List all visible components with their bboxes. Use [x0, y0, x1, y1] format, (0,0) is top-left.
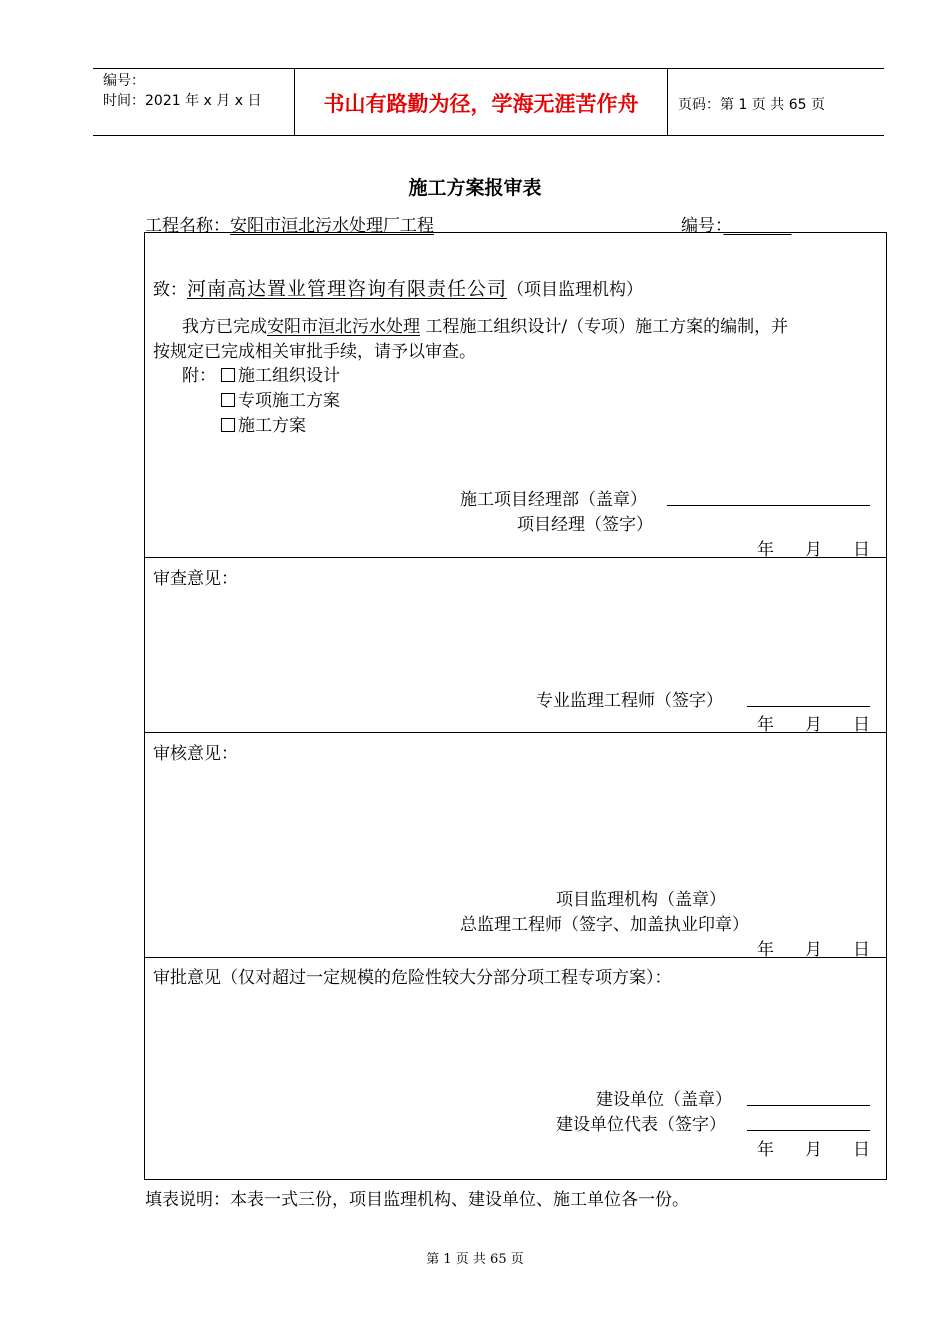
owner-seal-label: 建设单位（盖章） — [596, 1090, 732, 1110]
audit-opinion-label: 审核意见： — [153, 744, 238, 764]
checkbox-icon[interactable] — [221, 368, 235, 382]
date-month: 月 — [805, 540, 822, 560]
addressee-row — [153, 274, 643, 301]
header-serial-label: 编号： — [103, 73, 145, 89]
date-month: 月 — [805, 1140, 822, 1160]
page-footer: 第 1 页 共 65 页 — [426, 1252, 524, 1267]
project-manager-sign-label: 项目经理（签字） — [517, 515, 653, 535]
attachment-item[interactable] — [221, 386, 340, 411]
attachment-item-label: 施工方案 — [238, 416, 306, 436]
declaration-line-1 — [182, 312, 788, 337]
addressee-company: 河南高达置业管理咨询有限责任公司 — [187, 278, 508, 300]
approval-opinion-label: 审批意见（仅对超过一定规模的危险性较大分部分项工程专项方案）： — [153, 968, 672, 988]
header-motto: 书山有路勤为径，学海无涯苦作舟 — [323, 92, 639, 116]
supervising-engineer-sign-line[interactable] — [747, 706, 870, 707]
section-divider — [144, 732, 887, 733]
declaration-line-2: 按规定已完成相关审批手续，请予以审查。 — [153, 342, 476, 362]
date-day: 日 — [853, 540, 870, 560]
section-divider — [144, 557, 887, 558]
date-day: 日 — [853, 940, 870, 960]
contractor-dept-seal-line[interactable] — [667, 505, 870, 506]
section-divider — [144, 957, 887, 958]
fill-instructions: 填表说明：本表一式三份，项目监理机构、建设单位、施工单位各一份。 — [145, 1190, 689, 1210]
date-day: 日 — [853, 715, 870, 735]
supervision-org-seal-label: 项目监理机构（盖章） — [556, 890, 726, 910]
page-title: 施工方案报审表 — [408, 177, 542, 199]
addressee-label: 致： — [153, 280, 187, 300]
owner-seal-line[interactable] — [747, 1105, 870, 1106]
header-top-rule — [93, 68, 884, 69]
owner-rep-sign-line[interactable] — [747, 1130, 870, 1131]
project-name-value: 安阳市洹北污水处理厂工程 — [230, 216, 434, 236]
declaration-project: 安阳市洹北污水处理 — [267, 317, 420, 337]
attachment-label: 附： — [182, 366, 216, 386]
owner-rep-sign-label: 建设单位代表（签字） — [556, 1115, 726, 1135]
date-year: 年 — [757, 715, 774, 735]
supervising-engineer-sign-label: 专业监理工程师（签字） — [536, 691, 723, 711]
attachment-item-label: 专项施工方案 — [238, 391, 340, 411]
header-divider — [667, 68, 668, 135]
review-opinion-label: 审查意见： — [153, 569, 238, 589]
attachment-item[interactable] — [221, 411, 306, 436]
checkbox-icon[interactable] — [221, 393, 235, 407]
chief-engineer-sign-label: 总监理工程师（签字、加盖执业印章） — [460, 915, 749, 935]
attachment-item-label: 施工组织设计 — [238, 366, 340, 386]
header-divider — [294, 68, 295, 135]
attachment-item[interactable] — [221, 361, 340, 386]
date-year: 年 — [757, 540, 774, 560]
date-month: 月 — [805, 940, 822, 960]
date-year: 年 — [757, 1140, 774, 1160]
header-time-label: 时间：2021 年 x 月 x 日 — [103, 93, 262, 109]
contractor-dept-seal-label: 施工项目经理部（盖章） — [460, 490, 647, 510]
addressee-suffix: （项目监理机构） — [507, 280, 644, 300]
declaration-rest: 工程施工组织设计/（专项）施工方案的编制，并 — [425, 317, 789, 337]
project-number-label: 编号： — [681, 216, 724, 236]
date-day: 日 — [853, 1140, 870, 1160]
project-name-label: 工程名称： — [145, 216, 230, 236]
declaration-prefix: 我方已完成 — [182, 317, 267, 337]
header-page-label: 页码：第 1 页 共 65 页 — [678, 97, 825, 113]
header-bottom-rule — [93, 135, 884, 136]
checkbox-icon[interactable] — [221, 418, 235, 432]
date-year: 年 — [757, 940, 774, 960]
date-month: 月 — [805, 715, 822, 735]
